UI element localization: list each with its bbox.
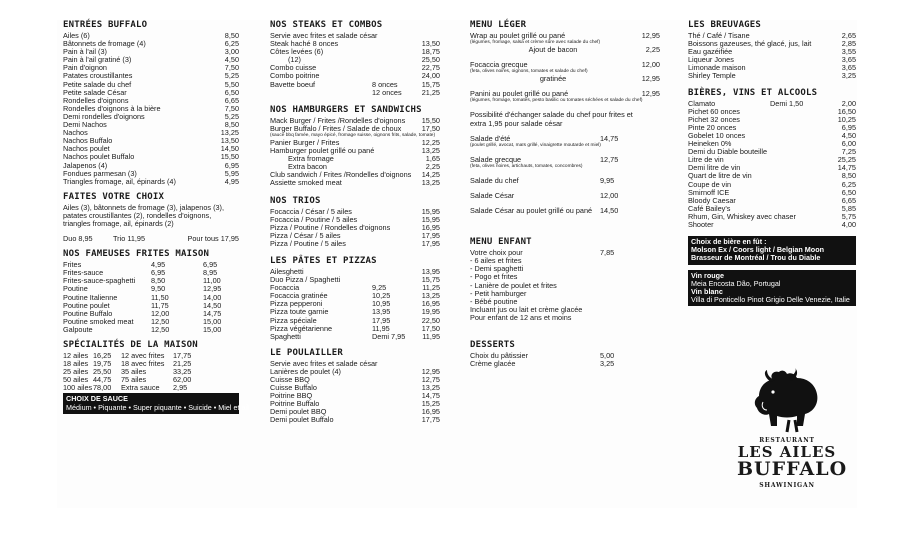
- menu-item: Bavette boeuf 8 onces 15,75: [270, 79, 440, 89]
- menu-page: [57, 20, 857, 508]
- item-note: (feta, olives noires, oignons, tomates et salade du chef): [470, 69, 588, 75]
- menu-item: Pizza / Poutine / 5 ailes 17,95: [270, 238, 440, 248]
- vin-blanc-title: Vin blanc: [691, 287, 723, 297]
- logo-restaurant: RESTAURANT: [759, 437, 815, 444]
- sauce-list: Médium • Piquante • Super piquante • Suicide • Miel et ail: [66, 402, 249, 412]
- menu-item: 18 ailes 19,75 18 avec frites 21,25: [63, 359, 192, 369]
- section-frites: [63, 249, 239, 334]
- menu-item: Hamburger poulet grillé ou pané 13,25: [270, 146, 440, 156]
- section-title: NOS TRIOS: [270, 195, 321, 206]
- menu-item: Focaccia grecque 12,00: [470, 60, 660, 70]
- enfant-line: Incluant jus ou lait et crème glacée: [470, 304, 583, 314]
- section-enfant: [470, 237, 660, 322]
- menu-item: Côtes levées (6) 18,75: [270, 47, 440, 57]
- menu-item: Cuisse Buffalo 13,25: [270, 383, 440, 393]
- choix-description: Ailes (3), bâtonnets de fromage (3), jalapenos (3), patates croustillantes (2), rondelles d'oignons, triangles fromage, ail, épinards (2): [63, 202, 225, 228]
- menu-item: Lanières de poulet (4) 12,95: [270, 366, 440, 376]
- vin-rouge: Meia Encosta Dão, Portugal: [691, 278, 781, 288]
- menu-item: Shooter 4,00: [688, 219, 856, 229]
- menu-item: Demi du Diable bouteille 7,25: [688, 147, 856, 157]
- menu-item: Pain d'oignon 7,50: [63, 63, 239, 73]
- choix-prices: [63, 235, 239, 243]
- trios-list: [270, 208, 440, 248]
- menu-item: Ailes (6) 8,50: [63, 31, 239, 40]
- breuvages-list: [688, 32, 856, 81]
- menu-item: Extra bacon 2,25: [288, 162, 440, 172]
- section-title: BIÈRES, VINS ET ALCOOLS: [688, 87, 818, 98]
- burgers-list: [270, 117, 440, 133]
- menu-item: 12 onces 21,25: [372, 87, 440, 97]
- menu-item: Pizza / César / 5 ailes 17,95: [270, 230, 440, 240]
- menu-item: Pichet 60 onces 16,50: [688, 106, 856, 116]
- menu-item: Focaccia / César / 5 ailes 15,95: [270, 206, 440, 216]
- section-steaks: [270, 20, 440, 97]
- menu-item: Wrap au poulet grillé ou pané 12,95: [470, 31, 660, 40]
- biere-box-line2: Brasseur de Montréal / Trou du Diable: [691, 253, 821, 263]
- section-title: DESSERTS: [470, 339, 515, 350]
- menu-column-1: [63, 20, 249, 414]
- entrees-list: [63, 32, 239, 186]
- vin-box: [688, 270, 856, 307]
- enfant-line: - Lanière de poulet et frites: [470, 280, 557, 290]
- menu-item: Salade César au poulet grillé ou pané 14,50: [470, 206, 619, 216]
- menu-item: Petite salade César 6,50: [63, 87, 239, 97]
- menu-item: Coupe de vin 6,25: [688, 179, 856, 189]
- menu-item: Demi litre de vin 14,75: [688, 163, 856, 173]
- item-note: (feta, olives noires, artichauts, tomates, concombres): [470, 163, 583, 169]
- menu-item: Salade grecque 12,75: [470, 154, 619, 164]
- sauce-title: CHOIX DE SAUCE: [66, 394, 128, 404]
- menu-item: Poutine 9,50 12,95: [63, 284, 222, 294]
- burgers-list-2: [270, 139, 440, 188]
- menu-item: Boissons gazeuses, thé glacé, jus, lait 2,85: [688, 39, 856, 49]
- menu-item: Cuisse BBQ 12,75: [270, 375, 440, 384]
- menu-item: 25 ailes 25,50 35 ailes 33,25: [63, 367, 192, 377]
- menu-item: Ailesghetti 13,95: [270, 266, 440, 276]
- menu-item: Limonade maison 3,65: [688, 63, 856, 73]
- section-specialites: [63, 340, 249, 414]
- biere-box-line1: Molson Ex / Coors light / Belgian Moon: [691, 245, 824, 255]
- menu-item: Rondelles d'oignons 6,65: [63, 95, 239, 105]
- menu-item: Panini au poulet grillé ou pané 12,95: [470, 89, 660, 99]
- menu-item: Nachos poulet 14,50: [63, 144, 239, 154]
- enfant-line: Votre choix pour: [470, 248, 523, 258]
- section-title: LES PÂTES ET PIZZAS: [270, 255, 377, 266]
- menu-item: Rhum, Gin, Whiskey avec chaser 5,75: [688, 211, 856, 221]
- burger-note: (sauce bbq famée, mayo épicé, fromage suisse, oignons frits, salade, tomate): [270, 132, 436, 138]
- menu-item: Mack Burger / Frites /Rondelles d'oignons 15,50: [270, 115, 440, 125]
- sauce-box: [63, 393, 249, 413]
- menu-item: Jalapenos (4) 6,95: [63, 160, 239, 170]
- menu-item: Salade d'été 14,75: [470, 133, 619, 143]
- enfant-line: - Demi spaghetti: [470, 264, 524, 274]
- bieres-list: [688, 100, 856, 230]
- section-leger: [470, 20, 660, 215]
- item-note: (légumes, fromage, salsa et crème sûre avec salade du chef): [470, 40, 601, 46]
- menu-item: Pichet 32 onces 10,25: [688, 114, 856, 124]
- menu-item: Frites-sauce-spaghetti 8,50 11,00: [63, 276, 221, 286]
- menu-item: Demi poulet Buffalo 17,75: [270, 415, 440, 425]
- menu-item: Duo Pizza / Spaghetti 15,75: [270, 275, 440, 285]
- section-pates: [270, 256, 440, 341]
- enfant-price: 7,85: [600, 248, 615, 258]
- menu-item: Smirnoff ICE 6,50: [688, 187, 856, 197]
- menu-item: Pain à l'ail (3) 3,00: [63, 47, 239, 57]
- menu-item: Gobelet 10 onces 4,50: [688, 130, 856, 140]
- menu-item: Heineken 0% 6,00: [688, 139, 856, 149]
- menu-item: Litre de vin 25,25: [688, 155, 856, 165]
- menu-item: Salade du chef 9,95: [470, 175, 615, 185]
- enfant-line: - Petit hamburger: [470, 288, 527, 298]
- menu-item: Eau gazéifiée 3,55: [688, 47, 856, 57]
- menu-item: 100 ailes 78,00 Extra sauce 2,95: [63, 383, 188, 393]
- menu-item: Focaccia 9,25 11,25: [270, 283, 440, 293]
- menu-item: Poutine Italienne 11,50 14,00: [63, 292, 222, 302]
- menu-item: Assiette smoked meat 13,25: [270, 178, 440, 188]
- menu-item: Focaccia / Poutine / 5 ailes 15,95: [270, 214, 440, 224]
- menu-item: Bâtonnets de fromage (4) 6,25: [63, 39, 239, 49]
- enfant-line: Pour enfant de 12 ans et moins: [470, 312, 572, 322]
- item-note: (poulet grillé, avocat, maïs grillé, vinaigrette moutarde et miel): [470, 142, 601, 148]
- buffalo-icon: [749, 368, 825, 432]
- menu-item: Salade César 12,00: [470, 190, 619, 200]
- section-title: SPÉCIALITÉS DE LA MAISON: [63, 340, 198, 350]
- section-breuvages: [688, 20, 856, 81]
- item-note: (légumes, fromage, tomates, pesto basilic ou tomates séchées et salade du chef): [470, 98, 643, 104]
- menu-item: Pizza toute garnie 13,95 19,95: [270, 307, 440, 317]
- menu-item: Demi Nachos 8,50: [63, 120, 239, 130]
- section-title: ENTRÉES BUFFALO: [63, 20, 148, 30]
- restaurant-logo: [737, 368, 848, 489]
- section-trios: [270, 196, 440, 248]
- biere-box: [688, 236, 856, 265]
- frites-list: [63, 261, 239, 334]
- menu-item: Spaghetti Demi 7,95 11,95: [270, 331, 440, 341]
- menu-item: Poutine poulet 11,75 14,50: [63, 300, 222, 310]
- menu-item: Club sandwich / Frites /Rondelles d'oignons 14,25: [270, 170, 440, 180]
- menu-item: Panier Burger / Frites 12,25: [270, 137, 440, 147]
- menu-item: Pizza végétarienne 11,95 17,50: [270, 323, 440, 333]
- menu-item: 12 ailes 16,25 12 avec frites 17,75: [63, 351, 192, 360]
- menu-item: 50 ailes 44,75 75 ailes 62,00: [63, 375, 192, 385]
- section-subtitle: Servie avec frites et salade césar: [270, 31, 378, 40]
- enfant-line: - 6 ailes et frites: [470, 256, 522, 266]
- section-choix: [63, 192, 239, 243]
- menu-item: Frites-sauce 6,95 8,95: [63, 268, 218, 278]
- menu-item: Petite salade du chef 5,50: [63, 79, 239, 89]
- vin-blanc: Villa di Ponticello Pinot Grigio Delle Venezie, Italie: [691, 295, 850, 305]
- menu-item: Quart de litre de vin 8,50: [688, 171, 856, 181]
- desserts-list: [470, 352, 660, 368]
- menu-item: Poitrine Buffalo 15,25: [270, 399, 440, 409]
- menu-item: Pain à l'ail gratiné (3) 4,50: [63, 55, 239, 65]
- menu-item: Combo cuisse 22,75: [270, 63, 440, 73]
- menu-item: Steak haché 8 onces 13,50: [270, 39, 440, 49]
- menu-item: Ajout de bacon 2,25: [528, 45, 660, 55]
- section-title: MENU ENFANT: [470, 237, 532, 248]
- section-title: NOS HAMBURGERS ET SANDWICHS: [270, 104, 422, 115]
- menu-item: Nachos poulet Buffalo 15,50: [63, 152, 239, 162]
- section-title: LES BREUVAGES: [688, 20, 762, 30]
- menu-item: Liqueur Jones 3,65: [688, 55, 856, 65]
- menu-item: Bloody Caesar 6,65: [688, 195, 856, 205]
- menu-item: Demi rondelles d'oignons 5,25: [63, 111, 239, 121]
- enfant-lines: [470, 249, 600, 322]
- menu-item: Burger Buffalo / Frites / Salade de choux 17,50: [270, 123, 440, 133]
- logo-city: SHAWINIGAN: [759, 482, 815, 489]
- menu-item: Poutine Buffalo 12,00 14,75: [63, 308, 222, 318]
- menu-item: Poitrine BBQ 14,75: [270, 391, 440, 401]
- logo-name-2: BUFFALO: [737, 458, 848, 480]
- section-title: MENU LÉGER: [470, 20, 527, 30]
- menu-item: gratinée 12,95: [539, 74, 660, 84]
- section-entrees: [63, 20, 239, 186]
- enfant-line: - Pogo et frites: [470, 272, 518, 282]
- menu-column-2: [270, 20, 440, 425]
- duo-price: Duo 8,95: [63, 234, 93, 244]
- menu-item: Triangles fromage, ail, épinards (4) 4,95: [63, 176, 239, 186]
- menu-item: Focaccia gratinée 10,25 13,25: [270, 291, 440, 301]
- section-title: LE POULAILLER: [270, 347, 344, 358]
- section-desserts: [470, 340, 660, 368]
- trio-price: Trio 11,95: [113, 234, 146, 244]
- menu-item: Thé / Café / Tisane 2,65: [688, 31, 856, 40]
- menu-item: Rondelles d'oignons à la bière 7,50: [63, 103, 239, 113]
- menu-item: Pizza / Poutine / Rondelles d'oignons 16,95: [270, 222, 440, 232]
- logo-name-1: LES AILES: [737, 443, 837, 461]
- section-poulailler: [270, 348, 440, 425]
- menu-column-3: [470, 20, 660, 368]
- menu-item: Fondues parmesan (3) 5,95: [63, 168, 239, 178]
- vin-rouge-title: Vin rouge: [691, 270, 725, 280]
- menu-item: Café Bailey's 5,85: [688, 203, 856, 213]
- steaks-list: [270, 40, 440, 97]
- menu-item: Patates croustillantes 5,25: [63, 71, 239, 81]
- menu-item: Choix du pâtissier 5,00: [470, 350, 615, 360]
- menu-item: Demi poulet BBQ 16,95: [270, 407, 440, 417]
- menu-item: Extra fromage 1,65: [288, 154, 440, 164]
- biere-box-title: Choix de bière en fût :: [691, 237, 767, 247]
- section-title: NOS FAMEUSES FRITES MAISON: [63, 249, 210, 260]
- menu-item: Combo poitrine 24,00: [270, 71, 440, 81]
- menu-item: Shirley Temple 3,25: [688, 71, 856, 81]
- menu-item: Pizza spéciale 17,95 22,50: [270, 315, 440, 325]
- pates-list: [270, 268, 440, 341]
- menu-item: Clamato Demi 1,50 2,00: [688, 98, 856, 108]
- tous-price: Pour tous 17,95: [187, 234, 239, 244]
- specialites-list: [63, 352, 239, 392]
- section-subtitle: Servie avec frites et salade césar: [270, 358, 378, 368]
- menu-item: Pinte 20 onces 6,95: [688, 122, 856, 132]
- menu-item: Crème glacée 3,25: [470, 359, 615, 369]
- menu-item: Nachos Buffalo 13,50: [63, 136, 239, 146]
- menu-item: Pizza pepperoni 10,95 16,95: [270, 299, 440, 309]
- echange-note: Possibilité d'échanger salade du chef pour frites et extra 1,95 pour salade césar: [470, 110, 633, 128]
- menu-item: Poutine smoked meat 12,50 15,00: [63, 316, 222, 326]
- menu-item: Frites 4,95 6,95: [63, 260, 218, 270]
- section-title: NOS STEAKS ET COMBOS: [270, 20, 383, 30]
- section-title: FAITES VOTRE CHOIX: [63, 191, 165, 202]
- menu-item: Nachos 13,25: [63, 128, 239, 138]
- menu-column-4: [688, 20, 856, 306]
- section-bieres: [688, 88, 856, 230]
- section-hamburgers: [270, 105, 440, 188]
- enfant-line: - Bébé poutine: [470, 296, 518, 306]
- poulailler-list: [270, 368, 440, 425]
- menu-item: (12) 25,50: [288, 55, 440, 65]
- menu-item: Galpoute 12,50 15,00: [63, 324, 222, 334]
